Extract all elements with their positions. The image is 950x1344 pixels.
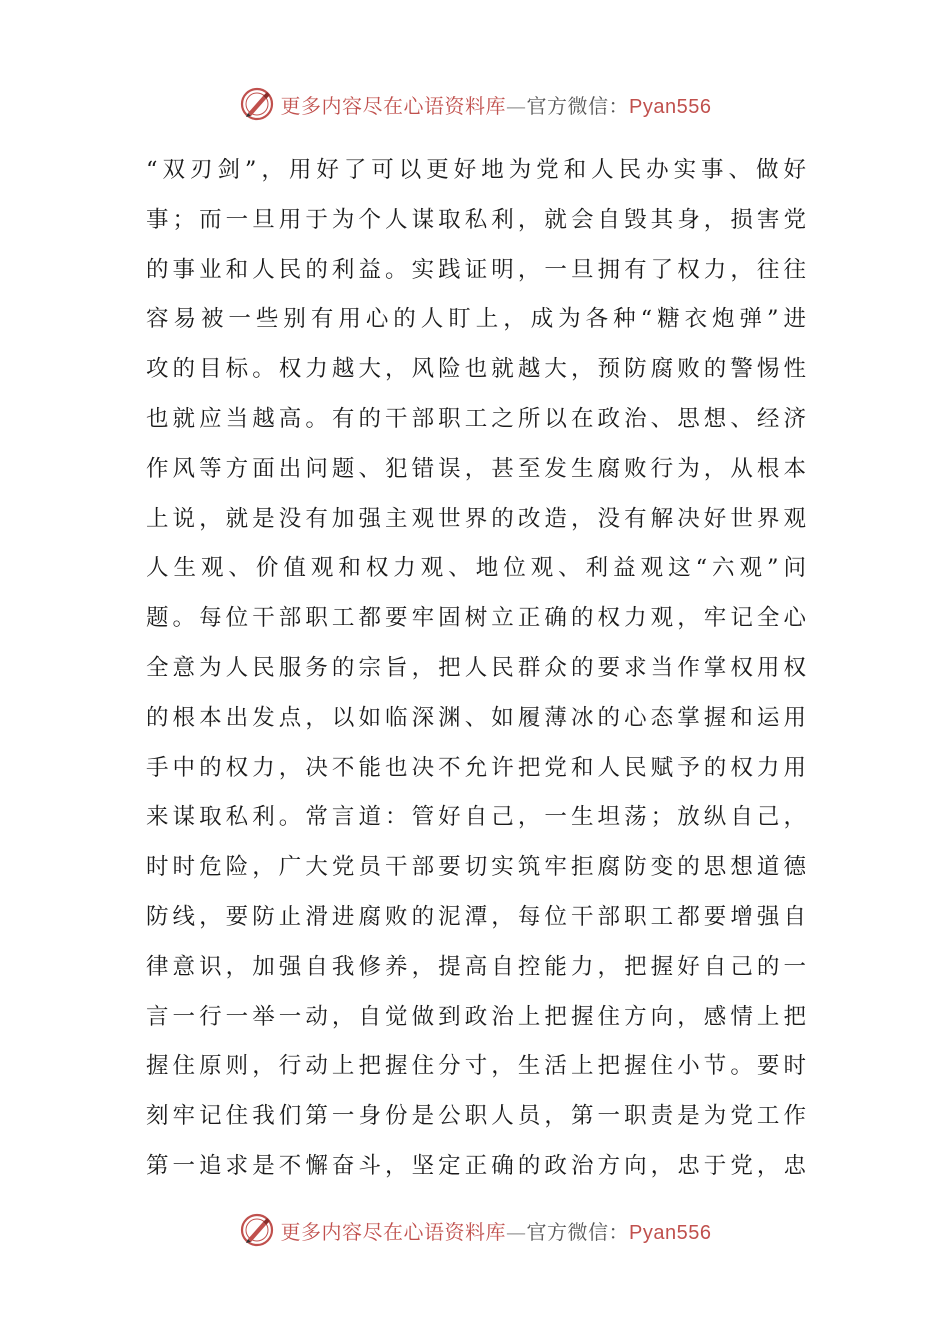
footer-library-text: 更多内容尽在心语资料库 [280,1219,507,1244]
body-line: 手中的权力，决不能也决不允许把党和人民赋予的权力用 [146,754,806,781]
body-line: 防线，要防止滑进腐败的泥潭，每位干部职工都要增强自 [146,903,806,930]
body-line: 攻的目标。权力越大，风险也就越大，预防腐败的警惕性 [146,356,806,383]
body-line: 上说，就是没有加强主观世界的改造，没有解决好世界观 [146,505,806,532]
footer-dash: — [506,1219,527,1244]
body-line: 事；而一旦用于为个人谋取私利，就会自毁其身，损害党 [146,206,806,233]
document-body [146,146,806,1192]
header-text [281,90,712,119]
pen-seal-logo-icon [239,86,275,122]
header-banner [0,84,950,124]
body-line: 时时危险，广大党员干部要切实筑牢拒腐防变的思想道德 [146,854,806,881]
body-line: 也就应当越高。有的干部职工之所以在政治、思想、经济 [146,405,806,432]
body-line: 刻牢记住我们第一身份是公职人员，第一职责是为党工作 [146,1103,806,1130]
body-line: 题。每位干部职工都要牢固树立正确的权力观，牢记全心 [146,605,806,632]
header-library-text: 更多内容尽在心语资料库 [280,93,507,118]
body-line: 的事业和人民的利益。实践证明，一旦拥有了权力，往往 [146,256,806,283]
body-line: 第一追求是不懈奋斗，坚定正确的政治方向，忠于党，忠 [146,1152,806,1179]
pen-seal-logo-icon [239,1212,275,1248]
footer-official-text: 官方微信： [526,1219,630,1244]
body-line: 言一行一举一动，自觉做到政治上把握住方向，感情上把 [146,1003,806,1030]
footer-text [281,1216,712,1245]
body-line: 的根本出发点，以如临深渊、如履薄冰的心态掌握和运用 [146,704,806,731]
footer-banner [0,1210,950,1250]
body-line: 作风等方面出问题、犯错误，甚至发生腐败行为，从根本 [146,455,806,482]
body-line: 容易被一些别有用心的人盯上，成为各种“糖衣炮弹”进 [146,306,806,333]
body-line: 人生观、价值观和权力观、地位观、利益观这“六观”问 [146,555,806,582]
body-line: 握住原则，行动上把握住分寸，生活上把握住小节。要时 [146,1053,806,1080]
footer-wechat-id: Pyan556 [629,1221,712,1244]
header-dash: — [506,93,527,118]
body-line: 律意识，加强自我修养，提高自控能力，把握好自己的一 [146,953,806,980]
body-line: “双刃剑”，用好了可以更好地为党和人民办实事、做好 [146,157,806,183]
header-official-text: 官方微信： [526,93,630,118]
body-line: 全意为人民服务的宗旨，把人民群众的要求当作掌权用权 [146,654,806,681]
header-wechat-id: Pyan556 [629,95,712,118]
body-line: 来谋取私利。常言道：管好自己，一生坦荡；放纵自己， [146,804,806,831]
